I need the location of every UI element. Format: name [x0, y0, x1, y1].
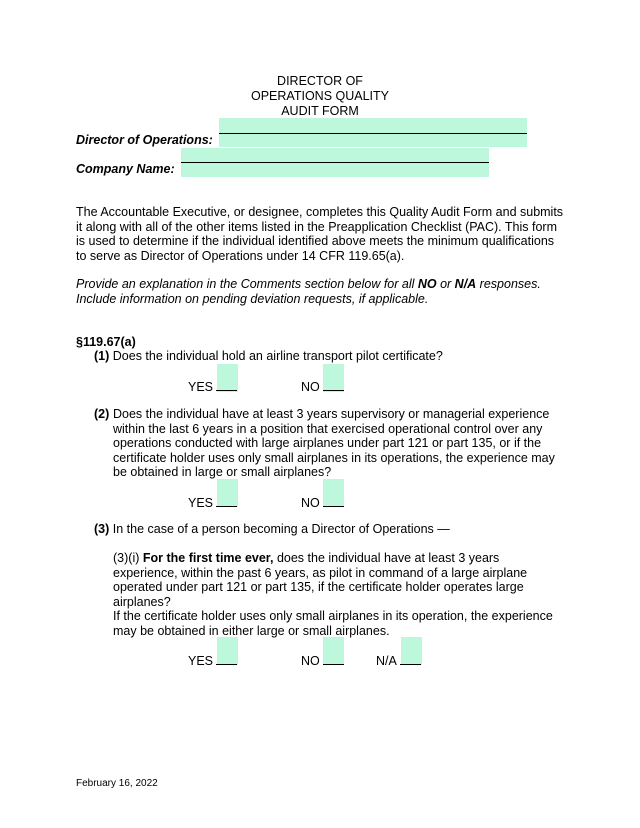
q3-yes-option — [188, 652, 237, 668]
q2-yes-option — [188, 494, 237, 510]
q1-no-blank — [323, 378, 344, 391]
q3-yes-blank — [216, 652, 237, 665]
q1-no-label: NO — [301, 380, 320, 394]
q2-no-option — [301, 494, 344, 510]
director-underline — [219, 133, 527, 134]
q3-no-option — [301, 652, 344, 668]
company-underline — [181, 162, 489, 163]
question-3i-text: does the individual have at least 3 years experience, within the past 6 years, as pilot in command of a large airplane operated under part 121 or part 135, if the certificate holder operates large airplanes? — [113, 551, 528, 609]
question-1-text: Does the individual hold an airline transport pilot certificate? — [112, 349, 443, 363]
section-heading: §119.67(a) — [76, 335, 136, 349]
question-3i-note: If the certificate holder uses only small airplanes in its operation, the experience may be obtained in either large or small airplanes. — [113, 609, 553, 638]
q1-no-option — [301, 378, 344, 394]
footer-date: February 16, 2022 — [76, 778, 158, 789]
q1-yes-label: YES — [188, 380, 214, 394]
instruction-no: NO — [417, 277, 437, 291]
company-name-label: Company Name: — [76, 162, 175, 176]
director-of-operations-label: Director of Operations: — [76, 133, 213, 147]
question-2-text: Does the individual have at least 3 years supervisory or managerial experience within the last 6 years in a position that exercised operational control over any operations conducted with large airplanes under part 121 or part 135, or if the certificate holder uses only small airplanes in its operations, the experience may be obtained in large or small airplanes? — [113, 407, 555, 479]
q2-no-label: NO — [301, 496, 320, 510]
intro-paragraph: The Accountable Executive, or designee, completes this Quality Audit Form and submits it along with all of the other items listed in the Preapplication Checklist (PAC). This form is used to determine if the individual identified above meets the minimum qualifications to serve as Director of Operations under 14 CFR 119.65(a). — [76, 205, 564, 263]
question-3i-bold: For the first time ever, — [142, 551, 274, 565]
instruction-text-2: responses. Include information on pending deviation requests, if applicable. — [76, 277, 541, 306]
instruction-text-1: Provide an explanation in the Comments section below for all — [76, 277, 418, 291]
q2-yes-label: YES — [188, 496, 214, 510]
title-line-3: AUDIT FORM — [281, 104, 359, 118]
question-2-number: (2) — [94, 407, 110, 421]
question-3i — [113, 551, 565, 609]
instruction-na: N/A — [454, 277, 477, 291]
q3-no-blank — [323, 652, 344, 665]
q1-yes-blank — [216, 378, 237, 391]
question-3-text: In the case of a person becoming a Director of Operations — — [112, 522, 450, 536]
q3-na-blank — [400, 652, 421, 665]
question-3i-prefix: (3)(i) — [113, 551, 143, 565]
question-3 — [94, 522, 574, 537]
title-line-2: OPERATIONS QUALITY — [251, 89, 389, 103]
instruction-paragraph — [76, 277, 566, 306]
question-3-number: (3) — [94, 522, 110, 536]
q3-no-label: NO — [301, 654, 320, 668]
question-1-number: (1) — [94, 349, 110, 363]
title-line-1: DIRECTOR OF — [277, 74, 363, 88]
form-title — [0, 74, 640, 119]
q1-yes-option — [188, 378, 237, 394]
q3-na-option — [376, 652, 421, 668]
q3-na-label: N/A — [376, 654, 397, 668]
instruction-or: or — [436, 277, 455, 291]
q3-yes-label: YES — [188, 654, 214, 668]
q2-no-blank — [323, 494, 344, 507]
question-1 — [94, 349, 574, 364]
q2-yes-blank — [216, 494, 237, 507]
